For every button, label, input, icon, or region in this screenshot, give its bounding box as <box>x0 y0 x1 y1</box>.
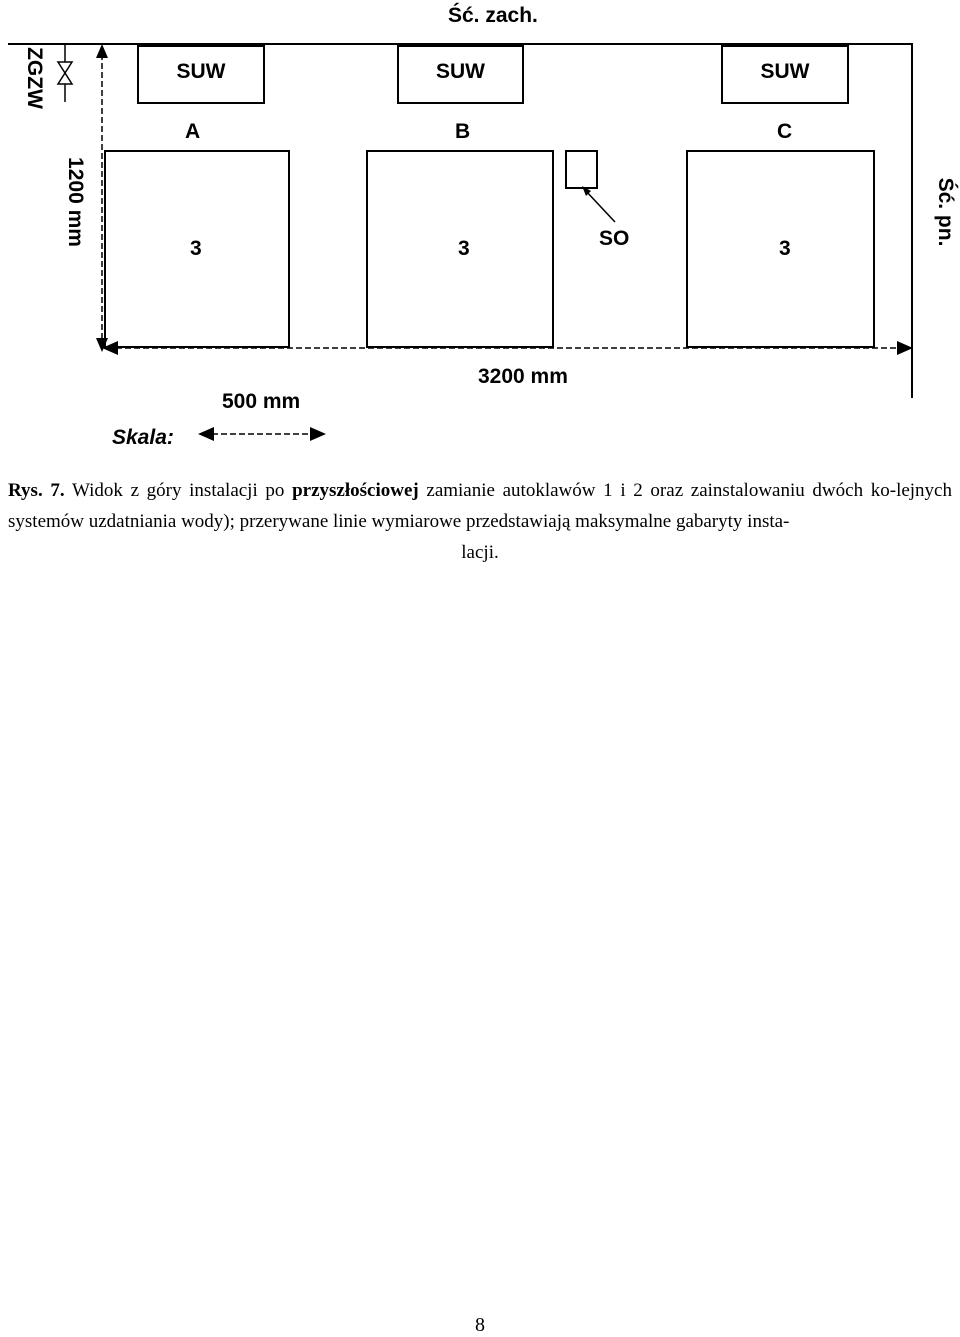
figure-caption <box>8 475 952 568</box>
so-label: SO <box>599 227 630 250</box>
caption-last-line: lacji. <box>461 542 499 563</box>
page-number: 8 <box>475 1314 485 1336</box>
valve-upper <box>58 62 72 73</box>
caption-bold: przyszłościowej <box>292 480 419 501</box>
installation-diagram <box>0 0 960 470</box>
wall-top-label: Ść. zach. <box>448 4 538 27</box>
so-box <box>566 151 597 188</box>
scale-arrow-right <box>310 427 326 441</box>
autoclave-letter-a: A <box>185 120 201 143</box>
scale-arrow-left <box>198 427 214 441</box>
suw-label-2: SUW <box>436 60 485 83</box>
dim-vertical-arrow-top <box>96 44 108 58</box>
so-arrow-line <box>585 190 615 222</box>
autoclave-letter-c: C <box>777 120 793 143</box>
suw-label-3: SUW <box>760 60 810 83</box>
dim-horizontal-label: 3200 mm <box>478 365 568 388</box>
wall-right-label: Ść. pn. <box>934 177 957 247</box>
caption-text-2: zamianie autoklawów 1 i 2 oraz zainstalowaniu dwóch ko-lejnych systemów uzdatniania wody); przerywane linie wymiarowe przedstawiają maksymalne gabaryty insta- <box>8 480 952 532</box>
dim-vertical-label: 1200 mm <box>64 157 87 247</box>
suw-label-1: SUW <box>176 60 226 83</box>
dim-horizontal-arrow-right <box>897 341 913 355</box>
scale-value-label: 500 mm <box>222 390 301 413</box>
valve-lower <box>58 73 72 84</box>
autoclave-letter-b: B <box>455 120 471 143</box>
autoclave-number-c: 3 <box>779 237 791 260</box>
pipe-label: ZGZW <box>23 47 46 109</box>
autoclave-number-b: 3 <box>458 237 470 260</box>
caption-text-1: Widok z góry instalacji po <box>64 480 293 501</box>
caption-prefix: Rys. 7. <box>8 480 65 501</box>
autoclave-number-a: 3 <box>190 237 202 260</box>
scale-label: Skala: <box>112 426 174 449</box>
